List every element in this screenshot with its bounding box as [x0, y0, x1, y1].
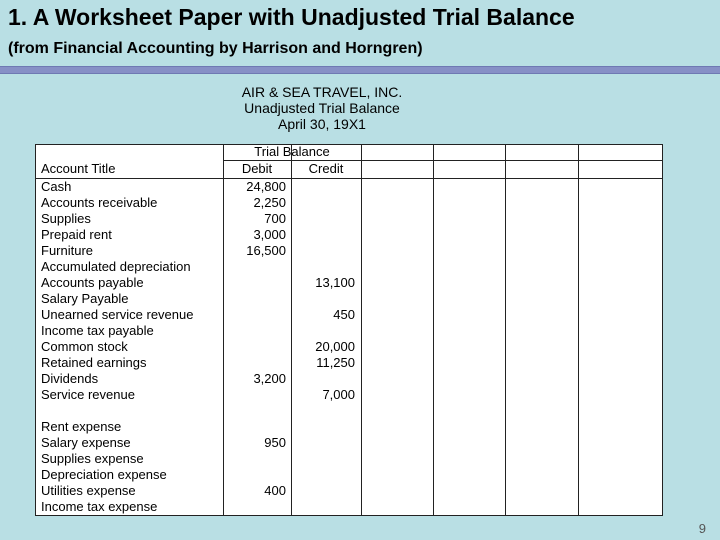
trial-balance-header: Trial Balance	[254, 144, 330, 159]
slide-title: 1. A Worksheet Paper with Unadjusted Trial Balance	[8, 4, 575, 30]
title-divider	[0, 66, 720, 74]
account-title: Accumulated depreciation	[41, 259, 191, 274]
debit-value: 2,250	[253, 195, 286, 210]
account-title: Depreciation expense	[41, 467, 167, 482]
account-title: Accounts receivable	[41, 195, 158, 210]
account-title: Furniture	[41, 243, 94, 258]
account-title: Supplies	[41, 211, 91, 226]
statement-date: April 30, 19X1	[278, 116, 366, 132]
credit-value: 20,000	[315, 339, 355, 354]
grid-line	[35, 144, 36, 516]
account-title-header: Account Title	[41, 161, 116, 176]
grid-line	[291, 144, 292, 516]
grid-line	[35, 515, 663, 516]
debit-header: Debit	[241, 161, 273, 176]
account-title: Utilities expense	[41, 483, 136, 498]
credit-value: 7,000	[322, 387, 355, 402]
debit-value: 400	[264, 483, 286, 498]
account-title: Supplies expense	[41, 451, 144, 466]
account-title: Income tax expense	[41, 499, 158, 514]
account-title: Income tax payable	[41, 323, 154, 338]
grid-line	[578, 144, 579, 516]
credit-value: 11,250	[316, 355, 355, 370]
debit-value: 3,200	[253, 371, 286, 386]
account-title: Retained earnings	[41, 355, 147, 370]
debit-value: 3,000	[253, 227, 286, 242]
worksheet-table	[35, 144, 663, 516]
account-title: Unearned service revenue	[41, 307, 194, 322]
credit-header: Credit	[308, 161, 344, 176]
grid-line	[35, 178, 663, 179]
grid-line	[662, 144, 663, 516]
account-title: Rent expense	[41, 419, 122, 434]
account-title: Cash	[41, 179, 72, 194]
account-title: Salary Payable	[41, 291, 129, 306]
grid-line	[433, 144, 434, 516]
account-title: Dividends	[41, 371, 99, 386]
credit-value: 13,100	[315, 275, 355, 290]
account-title: Common stock	[41, 339, 128, 354]
debit-value: 950	[264, 435, 286, 450]
statement-name: Unadjusted Trial Balance	[244, 100, 400, 116]
grid-line	[505, 144, 506, 516]
debit-value: 700	[264, 211, 286, 226]
page-number: 9	[698, 521, 706, 536]
company-name: AIR & SEA TRAVEL, INC.	[241, 84, 403, 100]
grid-line	[223, 144, 224, 516]
account-title: Accounts payable	[41, 275, 144, 290]
debit-value: 24,800	[246, 179, 286, 194]
account-title: Prepaid rent	[41, 227, 112, 242]
debit-value: 16,500	[246, 243, 286, 258]
grid-line	[361, 144, 362, 516]
slide-subtitle: (from Financial Accounting by Harrison and Horngren)	[8, 40, 423, 57]
report-heading	[222, 84, 422, 132]
credit-value: 450	[333, 307, 355, 322]
account-title: Service revenue	[41, 387, 135, 402]
account-title: Salary expense	[41, 435, 131, 450]
